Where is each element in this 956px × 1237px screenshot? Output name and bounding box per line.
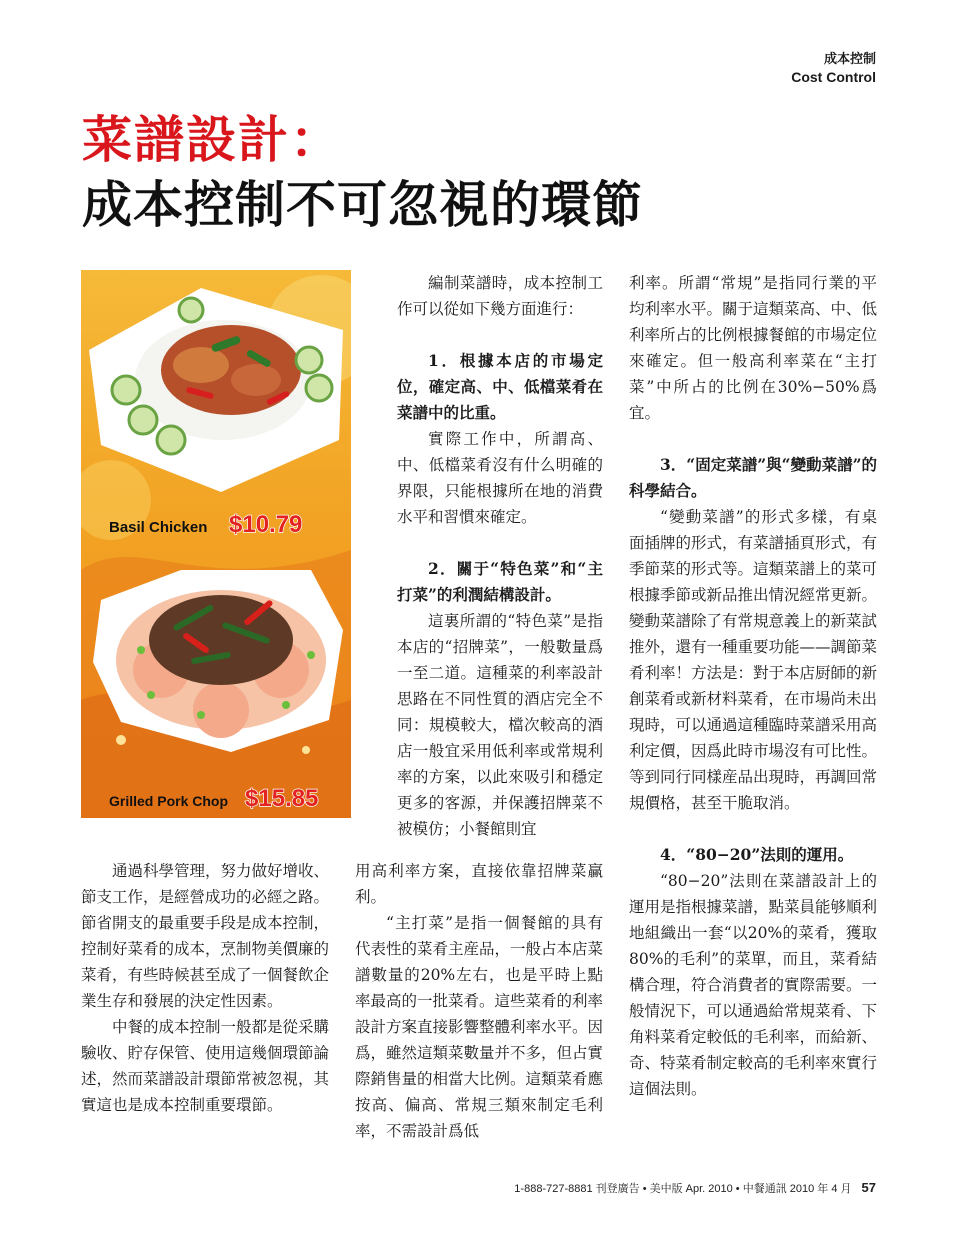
- column-1: [81, 858, 329, 1118]
- section-title-zh: 成本控制: [823, 51, 876, 66]
- item1-name: Basil Chicken: [109, 519, 208, 536]
- section-header: [791, 50, 876, 86]
- col2-heading-2: 2．關于“特色菜”和“主打菜”的利潤結構設計。: [397, 559, 603, 604]
- menu-photo: [81, 270, 351, 818]
- col2-paragraph-1: 編制菜譜時，成本控制工作可以從如下幾方面進行：: [397, 274, 603, 318]
- col2-heading-1: 1．根據本店的市場定位，確定高、中、低檔菜肴在菜譜中的比重。: [397, 351, 603, 422]
- article-title-line2: 成本控制不可忽視的環節: [82, 176, 643, 234]
- column-2-upper: [397, 270, 603, 842]
- item2-price: $15.85: [245, 785, 319, 812]
- col2-paragraph-4: “主打菜”是指一個餐館的具有代表性的菜肴主産品，一般占本店菜譜數量的20%左右，也是平時上點率最高的一批菜肴。這些菜肴的利率設計方案直接影響整體利率水平。因爲，雖然這類菜數量并不多，但占實際銷售量的相當大比例。這類菜肴應按高、偏高、常規三類來制定毛利率，不需設計爲低: [355, 914, 604, 1140]
- col2-paragraph-2: 實際工作中，所謂高、中、低檔菜肴沒有什么明確的界限，只能根據所在地的消費水平和習慣來確定。: [397, 430, 603, 526]
- col3-paragraph-3: “80−20”法則在菜譜設計上的運用是指根據菜譜，點菜員能够順利地組織出一套“以20%的菜肴，獲取80%的毛利”的菜單，而且，菜肴結構合理，符合消費者的實際需要。一般情況下，可以通過給常規菜肴、下角料菜肴定較低的毛利率，而給新、奇、特菜肴制定較高的毛利率來實行這個法則。: [629, 872, 878, 1098]
- col3-heading-3: 3．“固定菜譜”與“變動菜譜”的科學結合。: [629, 455, 877, 500]
- col2-paragraph-3: 這裏所謂的“特色菜”是指本店的“招牌菜”，一般數量爲一至二道。這種菜的利率設計思路在不同性質的酒店完全不同：規模較大，檔次較高的酒店一般宜采用低利率或常規利率的方案，以此來吸引和穩定更多的客源，并保護招牌菜不被模仿；小餐館則宜: [397, 612, 603, 838]
- grilled-pork-chop-dish: [149, 595, 293, 685]
- col1-paragraph-1: 通過科學管理，努力做好增收、節支工作，是經營成功的必經之路。節省開支的最重要手段是成本控制，控制好菜肴的成本，烹制物美價廉的菜肴，有些時候甚至成了一個餐飲企業生存和發展的決定性因素。: [81, 862, 330, 1010]
- col3-paragraph-1: 利率。所謂“常規”是指同行業的平均利率水平。關于這類菜高、中、低利率所占的比例根據餐館的市場定位來確定。但一般高利率菜在“主打菜”中所占的比例在30%−50%爲宜。: [629, 274, 878, 422]
- section-title-en: Cost Control: [791, 69, 876, 85]
- col3-paragraph-2: “變動菜譜”的形式多樣，有桌面插牌的形式，有菜譜插頁形式，有季節菜的形式等。這類菜譜上的菜可根據季節或新品推出情況經常更新。變動菜譜除了有常規意義上的新菜試推外，還有一種重要功能——調節菜肴利率！方法是：對于本店厨師的新創菜肴或新材料菜肴，在市場尚未出現時，可以通過這種臨時菜譜采用高利定價，因爲此時市場沒有可比性。等到同行同樣産品出現時，再調回常規價格，甚至干脆取消。: [629, 508, 878, 812]
- item1-price: $10.79: [229, 511, 303, 538]
- footer-text: 1-888-727-8881 刊登廣告 • 美中版 Apr. 2010 • 中餐通訊 2010 年 4 月: [514, 1183, 852, 1195]
- page-number: 57: [861, 1180, 876, 1195]
- col2-paragraph-3-continued: 用高利率方案，直接依靠招牌菜贏利。: [355, 862, 603, 906]
- col3-heading-4: 4．“80−20”法則的運用。: [660, 845, 854, 864]
- column-2-lower: [355, 858, 603, 1144]
- article-title-line1: 菜譜設計：: [82, 111, 342, 169]
- item2-name: Grilled Pork Chop: [109, 793, 229, 809]
- column-3: [629, 270, 877, 1102]
- page-footer: [514, 1180, 876, 1196]
- col1-paragraph-2: 中餐的成本控制一般都是從采購驗收、貯存保管、使用這幾個環節論述，然而菜譜設計環節常被忽視，其實這也是成本控制重要環節。: [81, 1018, 330, 1114]
- menu-photo-art: [81, 270, 351, 818]
